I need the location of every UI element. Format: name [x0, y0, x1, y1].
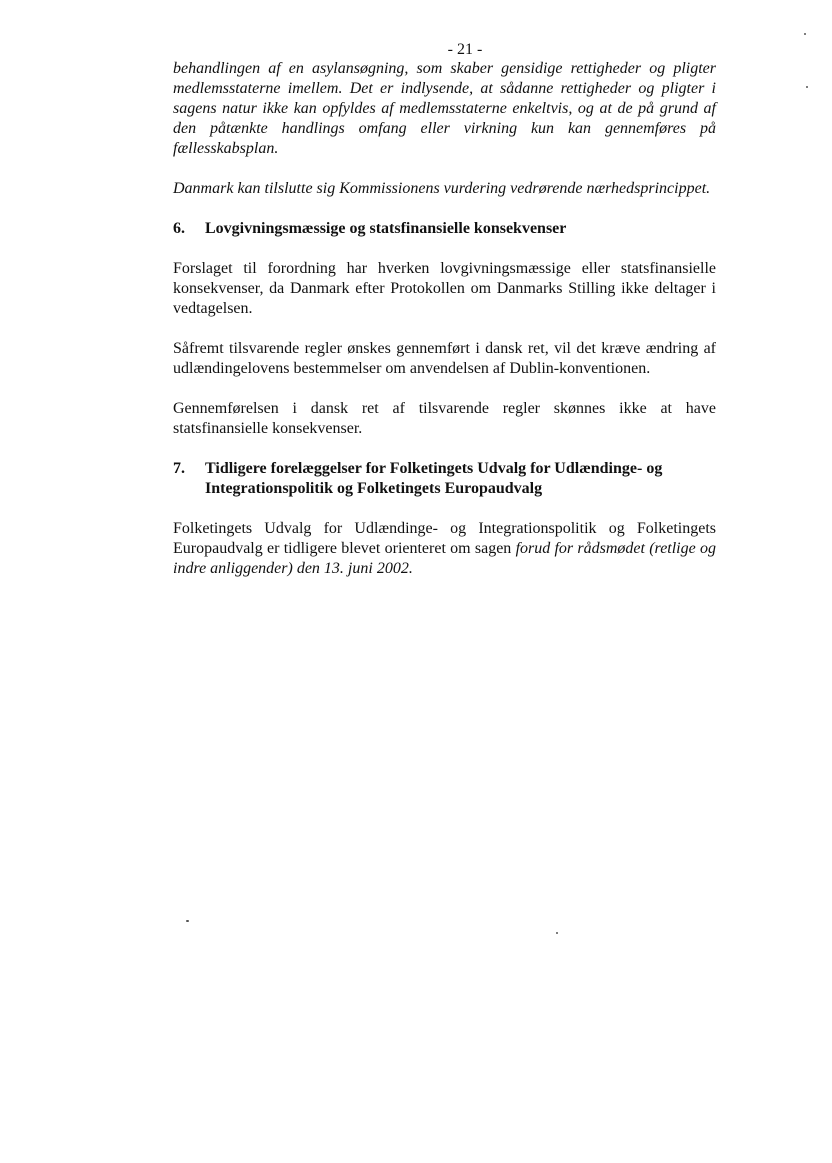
section-7-paragraph-1	[173, 519, 716, 579]
section-6-paragraph-3: Gennemførelsen i dansk ret af tilsvarende regler skønnes ikke at have statsfinansielle konsekvenser.	[173, 400, 716, 437]
section-6-paragraph-2: Såfremt tilsvarende regler ønskes gennemført i dansk ret, vil det kræve ændring af udlændingelovens bestemmelser om anvendelsen af Dublin-konventionen.	[173, 340, 716, 377]
section-7-paragraph-1-text: Folketingets Udvalg for Udlændinge- og Integrationspolitik og Folketingets Europaudvalg er tidligere blevet orienteret om sagen	[173, 520, 716, 557]
section-7-heading	[173, 459, 716, 499]
paragraph-subsidiarity-continued: behandlingen af en asylansøgning, som skaber gensidige rettigheder og pligter medlemsstaterne imellem. Det er indlysende, at sådanne rettigheder og pligter i sagens natur ikke kan opfyldes af medlemsstaterne enkeltvis, og at de på grund af den påtænkte handlings omfang eller virkning kun kan gennemføres på fællesskabsplan.	[173, 60, 716, 157]
page-number: - 21 -	[447, 41, 483, 58]
scan-speck	[804, 33, 806, 35]
scan-speck	[556, 932, 558, 934]
paragraph-subsidiarity-conclusion: Danmark kan tilslutte sig Kommissionens vurdering vedrørende nærhedsprincippet.	[173, 180, 711, 197]
section-7-number: 7.	[173, 460, 185, 477]
section-7-paragraph-1-emphasis: forud for rådsmødet (retlige og indre anliggender) den 13. juni 2002.	[173, 540, 716, 577]
document-body	[173, 59, 716, 579]
section-7-title: Tidligere forelæggelser for Folketingets Udvalg for Udlændinge- og Integrationspolitik og Folketingets Europaudvalg	[205, 460, 663, 497]
scan-speck	[186, 920, 189, 922]
scan-speck	[806, 86, 808, 88]
section-6-title: Lovgivningsmæssige og statsfinansielle konsekvenser	[205, 220, 567, 237]
section-6-heading	[173, 219, 716, 239]
section-6-paragraph-1: Forslaget til forordning har hverken lovgivningsmæssige eller statsfinansielle konsekvenser, da Danmark efter Protokollen om Danmarks Stilling ikke deltager i vedtagelsen.	[173, 260, 716, 317]
section-6-number: 6.	[173, 220, 185, 237]
